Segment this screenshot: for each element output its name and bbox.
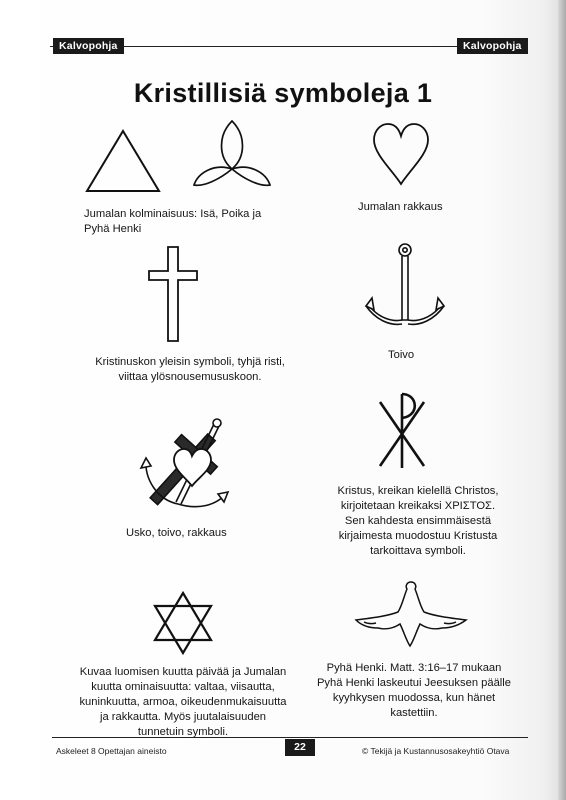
faith-hope-love-icon: [136, 418, 236, 522]
cross-caption: [80, 355, 300, 385]
footer-right: © Tekijä ja Kustannusosakeyhtiö Otava: [362, 746, 510, 756]
caption-line: kuutta ominaisuutta: valtaa, viisautta,: [91, 681, 275, 693]
page-edge-shadow: [558, 0, 566, 800]
faith-hope-love-caption: [126, 526, 266, 541]
anchor-icon: [360, 240, 450, 332]
cross-icon: [146, 244, 200, 344]
chi-rho-icon: [374, 388, 430, 472]
caption-line: kuninkuutta, armoa, oikeudenmukaisuutta: [79, 696, 287, 708]
caption-line: kirjoitetaan kreikaksi ΧΡΙΣΤΟΣ.: [340, 500, 496, 512]
caption-line: tunnetuin symboli.: [137, 726, 229, 738]
triquetra-icon: [190, 117, 274, 193]
caption-line: kyyhkysen muodossa, kun hänet: [332, 692, 496, 704]
page-number: 22: [285, 739, 315, 756]
footer-left: Askeleet 8 Opettajan aineisto: [56, 746, 167, 756]
page-title: Kristillisiä symboleja 1: [133, 78, 433, 108]
caption-line: viittaa ylösnousemususkoon.: [118, 371, 262, 383]
dove-caption: [314, 661, 514, 721]
caption-line: ja rakkautta. Myös juutalaisuuden: [99, 711, 267, 723]
caption-line: tarkoittava symboli.: [370, 545, 466, 557]
footer-rule: [52, 737, 528, 738]
caption-line: Sen kahdesta ensimmäisestä: [344, 515, 492, 527]
caption-line: Pyhä Henki laskeutui Jeesuksen päälle: [316, 677, 512, 689]
caption-line: Toivo: [388, 349, 415, 361]
caption-line: kastettiin.: [390, 707, 438, 719]
star-of-david-caption: [78, 665, 288, 740]
header-tag-right: Kalvopohja: [457, 38, 528, 54]
dove-icon: [352, 576, 470, 648]
caption-line: kirjaimesta muodostuu Kristusta: [338, 530, 498, 542]
anchor-caption: [388, 348, 448, 363]
heart-icon: [370, 120, 432, 188]
caption-line: Kristus, kreikan kielellä Christos,: [337, 485, 499, 497]
triangle-caption: [84, 207, 294, 237]
chi-rho-caption: [318, 484, 518, 559]
caption-line: Pyhä Henki: [84, 223, 142, 235]
caption-line: Pyhä Henki. Matt. 3:16–17 mukaan: [326, 662, 502, 674]
caption-line: Usko, toivo, rakkaus: [126, 527, 227, 539]
heart-caption: [358, 200, 478, 215]
caption-line: Jumalan rakkaus: [358, 201, 443, 213]
caption-line: Kristinuskon yleisin symboli, tyhjä risti,: [95, 356, 285, 368]
caption-line: Jumalan kolminaisuus: Isä, Poika ja: [84, 208, 262, 220]
caption-line: Kuvaa luomisen kuutta päivää ja Jumalan: [79, 666, 287, 678]
star-of-david-icon: [150, 590, 216, 656]
header-tag-left: Kalvopohja: [53, 38, 124, 54]
triangle-icon: [84, 128, 162, 196]
